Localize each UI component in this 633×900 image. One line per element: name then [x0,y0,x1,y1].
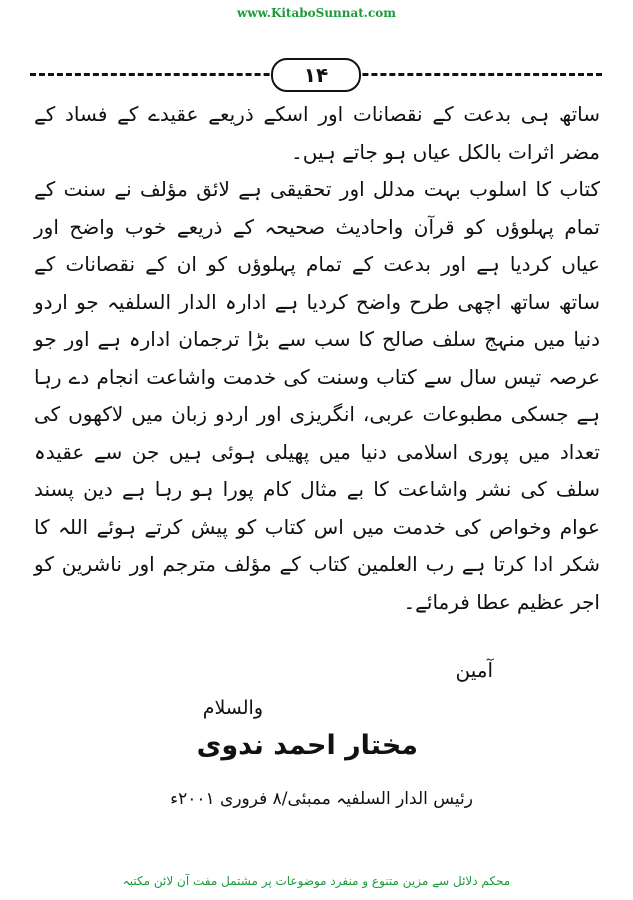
closing-salam: والسلام [202,697,263,719]
site-url: www.KitaboSunnat.com [236,6,396,20]
paragraph-1: ساتھ ہی بدعت کے نقصانات اور اسکے ذریعے عقیدے کے فساد کے مضر اثرات بالکل عیاں ہو جاتے ہیں۔ [34,102,600,164]
paragraph-2: کتاب کا اسلوب بہت مدلل اور تحقیقی ہے لائق مؤلف نے سنت کے تمام پہلوؤں کو قرآن واحادیث صحیحہ کے ذریعے خوب واضح اور عیاں کردیا ہے اور بدعت کے تمام پہلوؤں کو ان کے نقصانات کے ساتھ ساتھ اچھی طرح واضح کردیا ہے ادارہ الدار السلفیہ جو اردو دنیا میں منہج سلف صالح کا سب سے بڑا ترجمان ادارہ ہے اور جو عرصہ تیس سال سے کتاب وسنت کی خدمت واشاعت انجام دے رہا ہے جسکی مطبوعات عربی، انگریزی اور اردو زبان میں لاکھوں کی تعداد میں پوری اسلامی دنیا میں پھیلی ہوئی ہیں جن سے عقیدہ سلف کی نشر واشاعت کا بے مثال کام پورا ہو رہا ہے دین پسند عوام وخواص کی خدمت میں اس کتاب کو پیش کرتے ہوئے اللہ کا شکر ادا کرتا ہے رب العلمین کتاب کے مؤلف مترجم اور ناشرین کو اجر عظیم عطا فرمائے۔ [34,177,600,614]
signature-name: مختار احمد ندوی [196,730,418,761]
footer-tagline: محکم دلائل سے مزین متنوع و منفرد موضوعات پر مشتمل مفت آن لائن مکتبہ [122,874,511,888]
page-number-badge: ۱۴ [271,58,361,92]
body-text [34,96,600,621]
signature-title: رئیس الدار السلفیہ ممبئی/۸ فروری ۲۰۰۱ء [170,789,473,809]
closing-ameen: آمین [455,658,493,682]
